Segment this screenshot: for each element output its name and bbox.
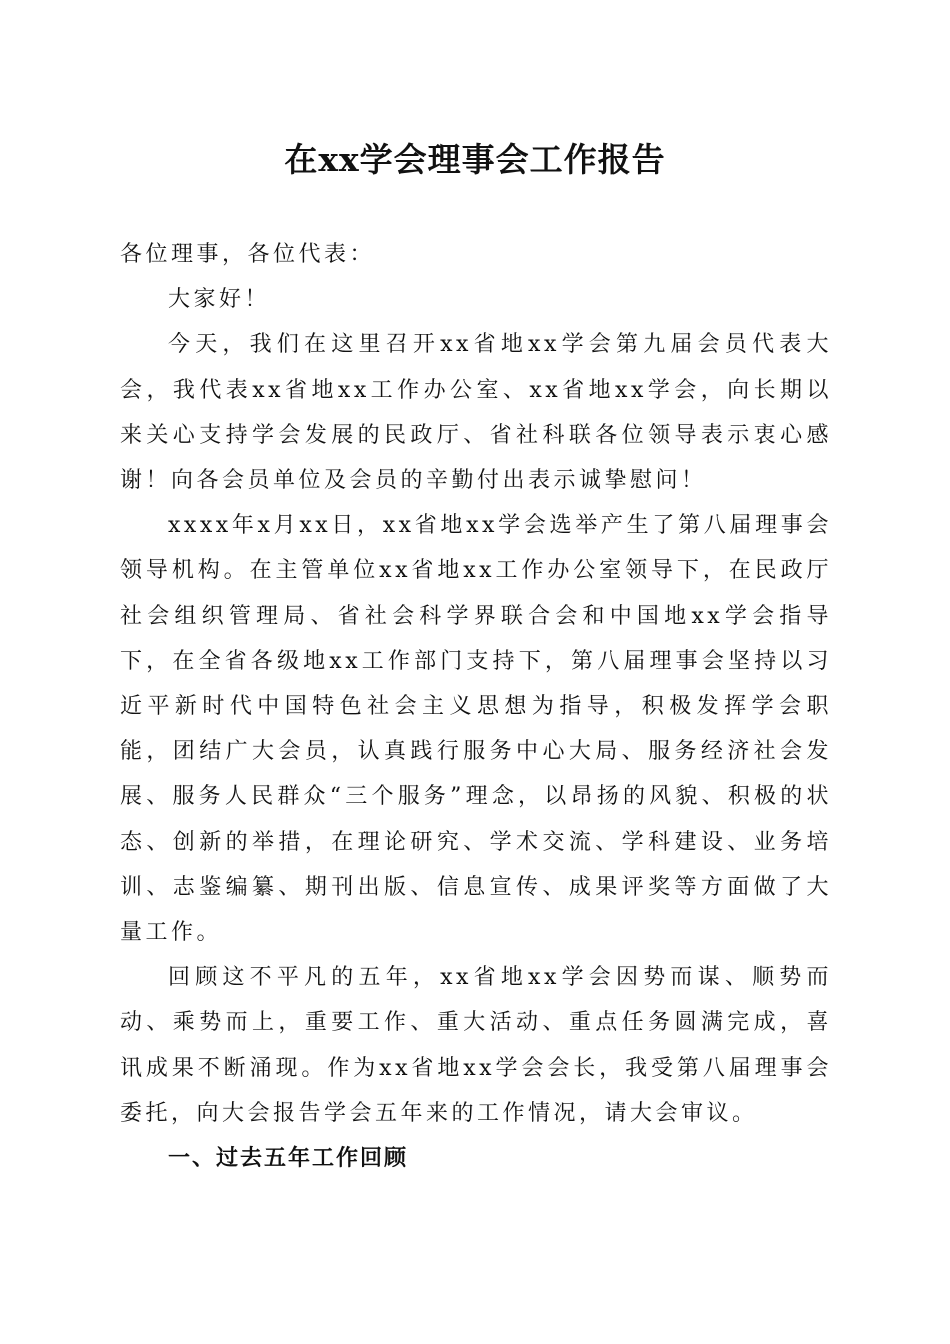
section-heading: 一、过去五年工作回顾 — [168, 1146, 409, 1172]
paragraph-3: 回顾这不平凡的五年，xx省地xx学会因势而谋、顺势而动、乘势而上，重要工作、重大活动、重点任务圆满完成，喜讯成果不断涌现。作为xx省地xx学会会长，我受第八届理事会委托，向大会报告学会五年来的工作情况，请大会审议。 — [120, 965, 832, 1126]
paragraph-1: 今天，我们在这里召开xx省地xx学会第九届会员代表大会，我代表xx省地xx工作办公室、xx省地xx学会，向长期以来关心支持学会发展的民政厅、省社科联各位领导表示衷心感谢！向各会员单位及会员的辛勤付出表示诚挚慰问！ — [120, 332, 832, 494]
greeting: 大家好！ — [168, 287, 271, 313]
salutation: 各位理事，各位代表： — [120, 242, 376, 267]
paragraph-2: xxxx年x月xx日，xx省地xx学会选举产生了第八届理事会领导机构。在主管单位xx省地xx工作办公室领导下，在民政厅社会组织管理局、省社会科学界联合会和中国地xx学会指导下，在全省各级地xx工作部门支持下，第八届理事会坚持以习近平新时代中国特色社会主义思想为指导，积极发挥学会职能，团结广大会员，认真践行服务中心大局、服务经济社会发展、服务人民群众“三个服务”理念，以昂扬的风貌、积极的状态、创新的举措，在理论研究、学术交流、学科建设、业务培训、志鉴编纂、期刊出版、信息宣传、成果评奖等方面做了大量工作。 — [120, 513, 832, 946]
document-body — [120, 232, 832, 1181]
document-title: 在xx学会理事会工作报告 — [284, 140, 666, 179]
